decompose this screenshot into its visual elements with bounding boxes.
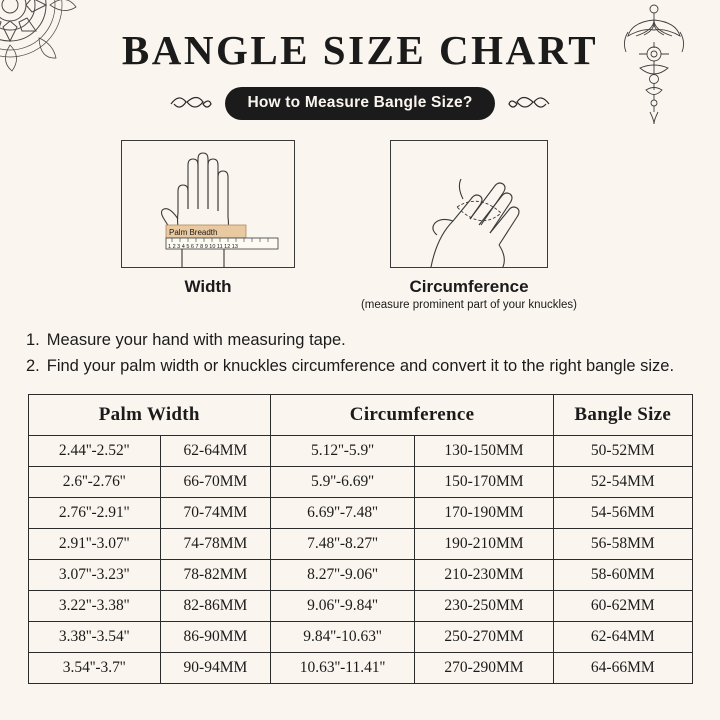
figures-row xyxy=(0,140,720,311)
instruction-steps xyxy=(26,329,694,378)
cell-palm-inch: 3.22''-3.38'' xyxy=(28,590,160,621)
cell-circ-inch: 6.69''-7.48'' xyxy=(271,497,415,528)
cell-bangle-size: 56-58MM xyxy=(554,528,692,559)
width-illustration-frame xyxy=(121,140,295,268)
cell-circ-mm: 170-190MM xyxy=(414,497,553,528)
table-header-bangle-size: Bangle Size xyxy=(554,394,692,435)
cell-palm-mm: 78-82MM xyxy=(160,559,270,590)
flourish-left-icon xyxy=(169,91,213,117)
table-row xyxy=(28,466,692,497)
cell-circ-inch: 5.12''-5.9'' xyxy=(271,435,415,466)
table-row xyxy=(28,435,692,466)
cell-bangle-size: 50-52MM xyxy=(554,435,692,466)
cell-bangle-size: 60-62MM xyxy=(554,590,692,621)
cell-circ-mm: 190-210MM xyxy=(414,528,553,559)
cell-palm-mm: 90-94MM xyxy=(160,652,270,683)
cell-circ-inch: 9.06''-9.84'' xyxy=(271,590,415,621)
table-header-circumference: Circumference xyxy=(271,394,554,435)
cell-circ-inch: 9.84''-10.63'' xyxy=(271,621,415,652)
cell-circ-inch: 10.63''-11.41'' xyxy=(271,652,415,683)
cell-bangle-size: 54-56MM xyxy=(554,497,692,528)
cell-circ-mm: 270-290MM xyxy=(414,652,553,683)
ruler-ticks-text: 1 2 3 4 5 6 7 8 9 10 11 12 13 xyxy=(168,244,238,251)
cell-palm-inch: 2.44''-2.52'' xyxy=(28,435,160,466)
cell-palm-inch: 2.91''-3.07'' xyxy=(28,528,160,559)
table-row xyxy=(28,497,692,528)
cell-bangle-size: 62-64MM xyxy=(554,621,692,652)
cell-circ-inch: 5.9''-6.69'' xyxy=(271,466,415,497)
cell-circ-mm: 230-250MM xyxy=(414,590,553,621)
step-text: Find your palm width or knuckles circumference and convert it to the right bangle size. xyxy=(46,356,675,375)
cell-circ-mm: 150-170MM xyxy=(414,466,553,497)
step-number: 1. xyxy=(26,331,40,350)
table-row xyxy=(28,621,692,652)
cell-palm-mm: 70-74MM xyxy=(160,497,270,528)
page-title: BANGLE SIZE CHART xyxy=(121,27,599,73)
cell-palm-mm: 82-86MM xyxy=(160,590,270,621)
howto-label: How to Measure Bangle Size? xyxy=(225,87,494,120)
hand-palm-width-icon xyxy=(122,141,295,268)
step-text: Measure your hand with measuring tape. xyxy=(46,331,346,350)
circumference-illustration-frame xyxy=(390,140,548,268)
figure-width xyxy=(121,140,295,311)
cell-bangle-size: 64-66MM xyxy=(554,652,692,683)
size-chart-table xyxy=(28,394,693,684)
cell-palm-mm: 62-64MM xyxy=(160,435,270,466)
howto-row xyxy=(0,87,720,120)
hand-circumference-icon xyxy=(391,141,548,268)
cell-palm-mm: 86-90MM xyxy=(160,621,270,652)
cell-circ-mm: 250-270MM xyxy=(414,621,553,652)
figure-circumference-subcaption: (measure prominent part of your knuckles) xyxy=(360,299,578,312)
figure-circumference xyxy=(339,140,599,311)
table-header-row xyxy=(28,394,692,435)
table-header-palm-width: Palm Width xyxy=(28,394,271,435)
cell-palm-inch: 3.54''-3.7'' xyxy=(28,652,160,683)
cell-bangle-size: 52-54MM xyxy=(554,466,692,497)
step-number: 2. xyxy=(26,356,40,375)
cell-circ-mm: 130-150MM xyxy=(414,435,553,466)
list-item xyxy=(26,355,694,378)
cell-palm-inch: 3.38''-3.54'' xyxy=(28,621,160,652)
cell-bangle-size: 58-60MM xyxy=(554,559,692,590)
cell-palm-mm: 74-78MM xyxy=(160,528,270,559)
figure-width-caption: Width xyxy=(184,277,232,297)
flourish-right-icon xyxy=(507,91,551,117)
list-item xyxy=(26,329,694,352)
cell-palm-inch: 3.07''-3.23'' xyxy=(28,559,160,590)
cell-palm-inch: 2.6''-2.76'' xyxy=(28,466,160,497)
tape-label-text: Palm Breadth xyxy=(169,228,218,238)
table-body xyxy=(28,435,692,683)
cell-circ-mm: 210-230MM xyxy=(414,559,553,590)
cell-palm-inch: 2.76''-2.91'' xyxy=(28,497,160,528)
cell-palm-mm: 66-70MM xyxy=(160,466,270,497)
cell-circ-inch: 7.48''-8.27'' xyxy=(271,528,415,559)
table-row xyxy=(28,528,692,559)
cell-circ-inch: 8.27''-9.06'' xyxy=(271,559,415,590)
figure-circumference-caption: Circumference xyxy=(409,277,529,297)
table-row xyxy=(28,652,692,683)
table-row xyxy=(28,590,692,621)
table-row xyxy=(28,559,692,590)
